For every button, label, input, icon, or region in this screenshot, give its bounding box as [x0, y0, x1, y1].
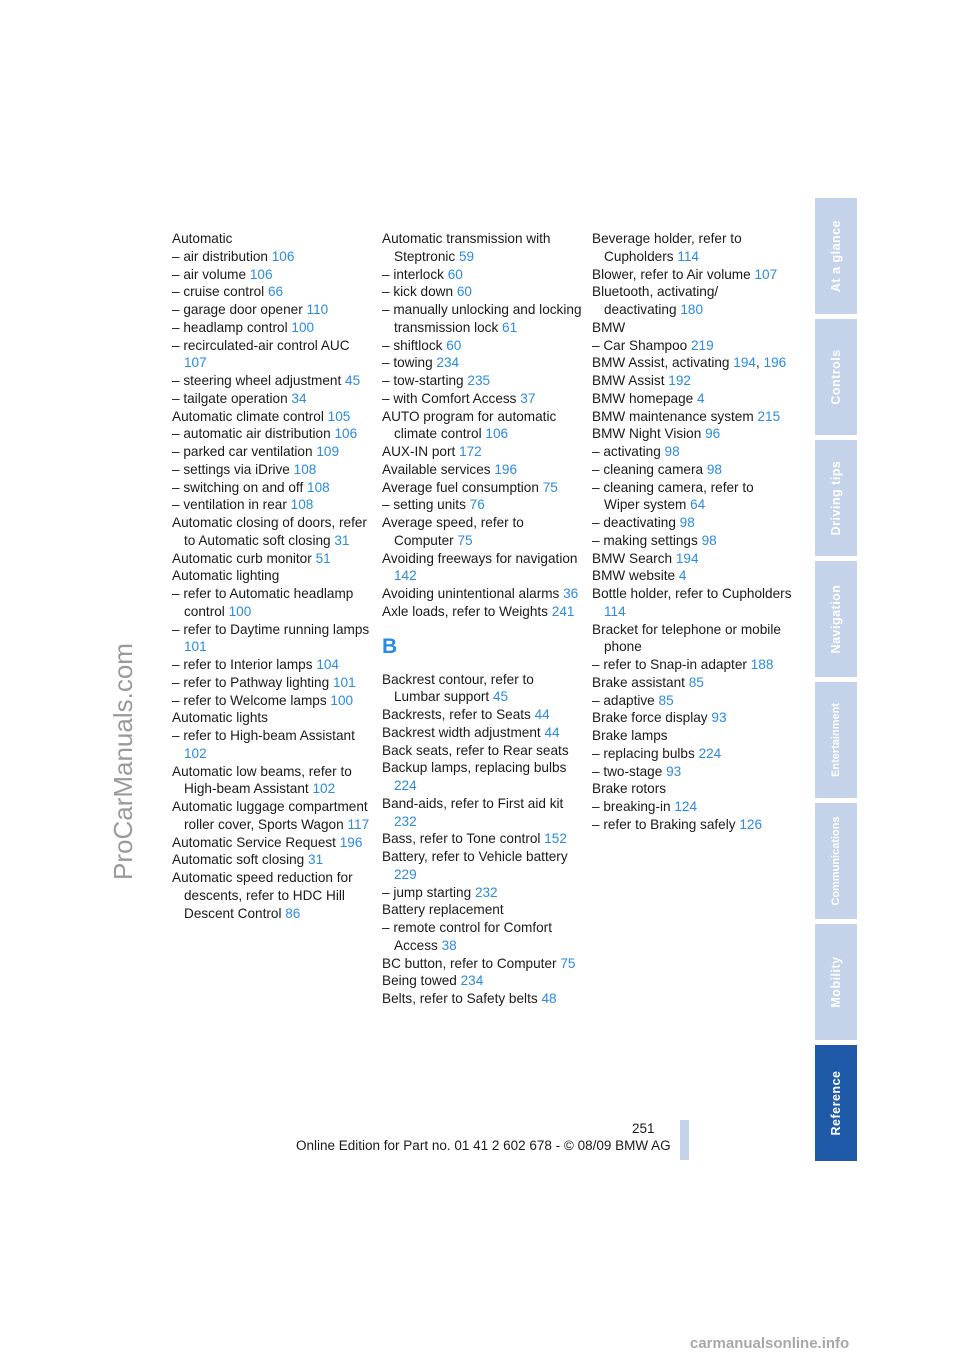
index-entry	[592, 727, 792, 745]
index-entry-text: Bass, refer to Tone control	[382, 831, 541, 847]
index-entry	[382, 759, 582, 795]
index-entry	[382, 603, 582, 621]
index-entry	[592, 567, 792, 585]
index-entry-text: – air volume	[172, 266, 247, 282]
index-entry	[592, 230, 792, 266]
index-entry	[172, 248, 372, 266]
page-reference-link[interactable]: 215	[757, 408, 781, 424]
page-reference-link[interactable]: 108	[307, 479, 330, 495]
index-entry	[382, 742, 582, 760]
page-reference-link[interactable]: 60	[447, 266, 463, 282]
index-entry	[382, 550, 582, 586]
index-entry-text: – kick down	[382, 284, 454, 300]
index-entry-text: Automatic Service Request	[172, 834, 336, 850]
index-entry-text: – refer to Snap-in adapter	[592, 657, 747, 672]
index-entry-text: Automatic speed reduction for descents, refer to HDC Hill Descent Control	[172, 870, 353, 921]
index-entry	[172, 390, 372, 408]
index-entry-text: Blower, refer to Air volume	[592, 266, 751, 282]
page-reference-link[interactable]: 241	[551, 603, 575, 619]
index-entry-text: BMW	[592, 319, 626, 335]
index-entry	[172, 301, 372, 319]
bottom-watermark: carmanualsonline.info	[690, 1335, 850, 1352]
index-entry	[592, 337, 792, 355]
index-entry	[382, 671, 582, 707]
index-entry-text: – refer to Pathway lighting	[172, 674, 330, 690]
index-entry	[382, 972, 582, 990]
index-entry-text: – garage door opener	[172, 302, 303, 317]
index-entry	[172, 727, 372, 763]
index-entry	[172, 567, 372, 585]
index-entry	[382, 301, 582, 337]
index-entry-text: – breaking-in	[592, 799, 671, 814]
index-entry	[382, 901, 582, 919]
index-entry	[172, 798, 372, 834]
index-entry	[172, 763, 372, 799]
page-reference-link[interactable]: 75	[542, 479, 558, 495]
index-entry	[592, 816, 792, 834]
index-entry-text: Available services	[382, 461, 491, 477]
index-entry-text: Brake assistant	[592, 674, 685, 690]
index-entry	[172, 408, 372, 426]
index-entry	[172, 266, 372, 284]
section-tabs	[815, 198, 857, 1166]
index-entry-text: AUTO program for automatic climate control	[382, 408, 557, 442]
tab-label: Mobility	[829, 956, 843, 1008]
index-entry	[172, 443, 372, 461]
index-entry	[172, 514, 372, 550]
page-reference-link[interactable]: 101	[184, 639, 207, 655]
page-reference-link[interactable]: 98	[701, 532, 717, 548]
index-entry-text: – refer to Braking safely	[592, 816, 736, 832]
page-reference-link[interactable]: 114	[604, 603, 626, 619]
page-reference-link[interactable]: 124	[674, 799, 698, 814]
index-entry-text: Battery replacement	[382, 902, 504, 918]
page-reference-link[interactable]: 101	[332, 674, 356, 690]
page-reference-link[interactable]: 61	[502, 319, 518, 335]
index-entry-text: BMW maintenance system	[592, 408, 754, 424]
page-reference-link[interactable]: 102	[312, 781, 336, 797]
page-reference-link[interactable]: 31	[334, 532, 350, 548]
index-entry-text: – refer to Interior lamps	[172, 657, 313, 672]
index-entry-text: – switching on and off	[172, 479, 304, 495]
index-entry-text: BC button, refer to Computer	[382, 955, 557, 971]
page-reference-link[interactable]: 114	[677, 248, 699, 264]
page-reference-link[interactable]: 75	[560, 955, 576, 971]
page-reference-link[interactable]: 106	[271, 248, 295, 264]
page-number: 251	[632, 1121, 655, 1136]
index-entry	[382, 443, 582, 461]
index-entry	[172, 585, 372, 621]
index-entry-text: – steering wheel adjustment	[172, 373, 342, 388]
index-entry	[382, 990, 582, 1008]
tab-label: Navigation	[829, 584, 843, 654]
index-entry-text: Automatic low beams, refer to High-beam Assistant	[172, 763, 352, 797]
index-entry	[382, 461, 582, 479]
page-reference-link[interactable]: 109	[316, 444, 340, 459]
page-reference-link[interactable]: 142	[394, 568, 417, 584]
index-entry-text: – replacing bulbs	[592, 745, 695, 761]
page-reference-link[interactable]: 235	[467, 373, 491, 388]
index-entry-text: Axle loads, refer to Weights	[382, 603, 548, 619]
page-reference-link[interactable]: 196	[494, 461, 518, 477]
index-entry	[382, 884, 582, 902]
page-reference-link[interactable]: 98	[706, 461, 722, 477]
tab-label: Reference	[829, 1070, 843, 1136]
index-letter-heading: B	[382, 634, 398, 658]
index-entry	[382, 955, 582, 973]
tab-label: Entertainment	[830, 703, 842, 777]
index-entry	[592, 461, 792, 479]
page-reference-link[interactable]: 36	[563, 586, 579, 601]
index-entry	[382, 337, 582, 355]
index-entry-text: Automatic soft closing	[172, 852, 305, 868]
index-entry	[382, 372, 582, 390]
index-entry-text: BMW Night Vision	[592, 426, 702, 442]
index-entry-text: – adaptive	[592, 692, 655, 708]
index-entry	[592, 692, 792, 710]
page-reference-link[interactable]: 44	[534, 707, 550, 722]
page-reference-link[interactable]: 45	[345, 373, 361, 388]
index-entry	[382, 919, 582, 955]
index-entry-text: – making settings	[592, 532, 698, 548]
page-reference-link[interactable]: 85	[688, 674, 704, 690]
index-entry	[172, 656, 372, 674]
index-entry-text: – refer to Daytime running lamps	[172, 621, 370, 637]
index-entry-text: – tailgate operation	[172, 390, 288, 406]
page-reference-link[interactable]: 51	[315, 550, 331, 566]
page-reference-link[interactable]: 96	[705, 426, 721, 442]
tab-at-a-glance[interactable]	[815, 198, 857, 314]
index-entry-text: Average speed, refer to Computer	[382, 515, 524, 548]
page-reference-link[interactable]: 60	[446, 337, 462, 353]
page-reference-link[interactable]: 117	[347, 816, 370, 832]
index-entry	[592, 425, 792, 443]
index-entry	[382, 724, 582, 742]
index-entry-text: Bottle holder, refer to Cupholders	[592, 586, 792, 601]
index-entry	[172, 692, 372, 710]
page-reference-link[interactable]: 180	[680, 302, 704, 317]
index-entry-text: – remote control for Comfort Access	[382, 920, 552, 953]
index-entry	[172, 479, 372, 497]
index-entry-text: Bracket for telephone or mobile phone	[592, 621, 781, 655]
index-entry-text: Backrests, refer to Seats	[382, 707, 531, 722]
index-entry-text: Avoiding freeways for navigation	[382, 550, 578, 566]
index-entry-text: Backrest contour, refer to Lumbar support	[382, 671, 534, 705]
index-entry-text: – towing	[382, 355, 433, 371]
index-entry-text: Backup lamps, replacing bulbs	[382, 760, 567, 776]
index-entry	[172, 869, 372, 922]
index-entry-text: Brake force display	[592, 710, 708, 726]
tab-communications[interactable]	[815, 803, 857, 919]
index-entry	[172, 496, 372, 514]
index-entry	[592, 372, 792, 390]
index-entry	[172, 709, 372, 727]
index-entry	[172, 674, 372, 692]
index-entry-text: Avoiding unintentional alarms	[382, 586, 560, 601]
index-entry-text: Backrest width adjustment	[382, 724, 541, 740]
index-entry	[592, 709, 792, 727]
index-entry	[172, 461, 372, 479]
index-entry-text: Brake lamps	[592, 728, 668, 743]
page-reference-link[interactable]: 34	[291, 390, 307, 406]
index-entry-text: Automatic luggage compartment roller cover, Sports Wagon	[172, 799, 368, 832]
index-entry	[592, 266, 792, 284]
index-entry	[592, 283, 792, 319]
page-reference-link[interactable]: 4	[697, 390, 705, 406]
index-entry	[172, 283, 372, 301]
tab-label: Controls	[829, 349, 843, 405]
page-reference-link[interactable]: 232	[474, 884, 498, 900]
index-column-2	[382, 230, 582, 1008]
index-entry	[382, 390, 582, 408]
index-entry	[592, 408, 792, 426]
page-reference-link[interactable]: 126	[739, 816, 763, 832]
index-entry-text: Automatic curb monitor	[172, 550, 312, 566]
index-entry-text: BMW Assist	[592, 373, 665, 388]
page-reference-link[interactable]: 192	[668, 373, 691, 388]
index-entry-text: – interlock	[382, 266, 444, 282]
page-reference-link[interactable]: 100	[330, 692, 354, 708]
page-reference-link[interactable]: 93	[711, 710, 727, 726]
page-reference-link[interactable]: 37	[520, 390, 536, 406]
page-reference-link[interactable]: 219	[691, 337, 714, 353]
index-entry	[592, 780, 792, 798]
index-entry-text: Automatic climate control	[172, 408, 324, 424]
index-entry	[382, 848, 582, 884]
index-entry	[172, 834, 372, 852]
page-reference-link[interactable]: 104	[316, 657, 339, 672]
index-entry-text: Bluetooth, activating/ deactivating	[592, 284, 719, 317]
index-entry-text: – activating	[592, 444, 661, 459]
page-reference-link[interactable]: 31	[308, 852, 324, 868]
index-entry	[382, 706, 582, 724]
page-reference-link[interactable]: 98	[679, 515, 695, 530]
index-entry-text: Brake rotors	[592, 781, 667, 797]
page-reference-link[interactable]: 102	[184, 745, 207, 761]
index-entry-text: BMW website	[592, 568, 676, 584]
index-entry-text: Beverage holder, refer to Cupholders	[592, 231, 742, 264]
page-reference-link[interactable]: 107	[754, 266, 778, 282]
index-entry	[172, 851, 372, 869]
index-entry	[592, 763, 792, 781]
tab-reference[interactable]	[815, 1045, 857, 1161]
index-entry-text: – manually unlocking and locking transmission lock	[382, 302, 582, 335]
tab-label: Driving tips	[829, 460, 843, 536]
index-entry	[592, 443, 792, 461]
tab-navigation[interactable]	[815, 561, 857, 677]
page-reference-link[interactable]: 172	[459, 444, 482, 459]
index-entry-text: Automatic transmission with Steptronic	[382, 231, 551, 264]
index-entry-text: – parked car ventilation	[172, 444, 313, 459]
index-entry	[382, 354, 582, 372]
page-reference-link[interactable]: 64	[690, 497, 706, 513]
footer-text: Online Edition for Part no. 01 41 2 602 678 - © 08/09 BMW AG	[296, 1138, 671, 1153]
index-column-1	[172, 230, 372, 922]
index-entry: BMW Assist, activating 194, 196	[592, 355, 787, 371]
index-entry-text: – cruise control	[172, 284, 265, 300]
index-entry-text: – settings via iDrive	[172, 461, 290, 477]
page-number-bar	[680, 1120, 689, 1160]
index-entry	[382, 795, 582, 831]
page-reference-link[interactable]: 196	[339, 834, 363, 850]
index-entry	[592, 514, 792, 532]
index-entry-text: Battery, refer to Vehicle battery	[382, 849, 568, 864]
page-reference-link[interactable]: 93	[666, 763, 682, 779]
index-entry	[172, 425, 372, 443]
page-reference-link[interactable]: 229	[394, 866, 417, 882]
index-entry	[592, 798, 792, 816]
index-entry-text: – refer to Automatic headlamp control	[172, 586, 354, 619]
index-column-3	[592, 230, 792, 834]
index-entry-text: Being towed	[382, 973, 457, 989]
page-reference-link[interactable]: 106	[249, 266, 273, 282]
page-reference-link[interactable]: 66	[267, 284, 284, 300]
index-entry-text: – shiftlock	[382, 337, 443, 353]
page-reference-link[interactable]: 100	[291, 319, 315, 335]
index-entry	[382, 408, 582, 444]
page-reference-link[interactable]: 76	[469, 497, 485, 513]
page-reference-link[interactable]: 48	[541, 991, 557, 1006]
index-entry	[592, 585, 792, 621]
page-reference-link[interactable]: 188	[750, 657, 774, 672]
index-entry-text: – jump starting	[382, 884, 472, 900]
index-entry	[382, 266, 582, 284]
index-entry	[172, 372, 372, 390]
index-entry	[592, 621, 792, 657]
index-entry-text: – two-stage	[592, 763, 663, 779]
index-entry	[592, 674, 792, 692]
index-entry	[172, 550, 372, 568]
page-reference-link[interactable]: 108	[290, 497, 314, 513]
index-entry-text: – recirculated-air control AUC	[172, 337, 350, 353]
page-reference-link[interactable]: 75	[457, 532, 473, 548]
page-reference-link[interactable]: 86	[285, 905, 301, 921]
index-entry	[592, 532, 792, 550]
page-reference-link[interactable]: 107	[184, 355, 207, 371]
page-reference-link[interactable]: 110	[306, 302, 329, 317]
index-entry-text: Automatic lights	[172, 710, 268, 726]
side-watermark: ProCarManuals.com	[108, 643, 138, 880]
index-entry-text: – refer to Welcome lamps	[172, 692, 327, 708]
index-entry-text: Band-aids, refer to First aid kit	[382, 795, 564, 811]
tab-entertainment[interactable]	[815, 682, 857, 798]
index-entry	[172, 621, 372, 657]
index-entry-text: – Car Shampoo	[592, 337, 688, 353]
tab-label: At a glance	[829, 219, 843, 293]
index-entry	[592, 550, 792, 568]
page-reference-link[interactable]: 59	[459, 248, 475, 264]
index-entry-text: Back seats, refer to Rear seats	[382, 742, 569, 758]
index-entry-text: – air distribution	[172, 248, 268, 264]
page-reference-link[interactable]: 106	[485, 426, 509, 442]
index-entry-text: Automatic closing of doors, refer to Automatic soft closing	[172, 515, 367, 548]
tab-label: Communications	[830, 816, 842, 906]
index-entry-text: AUX-IN port	[382, 444, 456, 459]
page-reference-link[interactable]: 45	[493, 689, 509, 705]
page-reference-link[interactable]: 85	[658, 692, 674, 708]
index-entry-text: BMW Search	[592, 550, 673, 566]
index-entry	[592, 319, 792, 337]
index-entry	[382, 585, 582, 603]
page-reference-link[interactable]: 98	[664, 444, 680, 459]
index-entry	[172, 319, 372, 337]
page-reference-link[interactable]: 234	[460, 973, 484, 989]
tab-mobility[interactable]	[815, 924, 857, 1040]
page-reference-link[interactable]: 224	[698, 745, 722, 761]
index-entry-text: – tow-starting	[382, 373, 464, 388]
index-entry-text: – automatic air distribution	[172, 426, 331, 442]
index-entry-text: Average fuel consumption	[382, 479, 539, 495]
page-reference-link[interactable]: 44	[544, 724, 560, 740]
index-entry-text: – setting units	[382, 497, 466, 513]
page-reference-link[interactable]: 232	[394, 813, 417, 829]
index-entry	[172, 337, 372, 373]
tab-controls[interactable]	[815, 319, 857, 435]
index-entry	[382, 479, 582, 497]
page-reference-link[interactable]: 194	[675, 550, 699, 566]
index-entry	[592, 390, 792, 408]
page-reference-link[interactable]: 234	[436, 355, 460, 371]
index-entry	[382, 514, 582, 550]
index-entry-text: – with Comfort Access	[382, 390, 517, 406]
page-reference-link[interactable]: 152	[544, 831, 567, 847]
page-reference-link[interactable]: 224	[394, 778, 417, 793]
index-entry-text: BMW homepage	[592, 390, 694, 406]
page-reference-link[interactable]: 105	[327, 408, 351, 424]
index-entry-text: – refer to High-beam Assistant	[172, 728, 355, 743]
page-reference-link[interactable]: 196	[763, 355, 787, 371]
page-reference-link[interactable]: 38	[441, 937, 457, 953]
index-entry	[172, 230, 372, 248]
page-reference-link[interactable]: 106	[334, 426, 358, 442]
index-entry	[592, 656, 792, 674]
index-entry-text: – ventilation in rear	[172, 497, 287, 513]
index-entry	[382, 496, 582, 514]
index-entry	[382, 830, 582, 848]
index-entry-text: Belts, refer to Safety belts	[382, 991, 538, 1006]
index-entry-text: Automatic	[172, 231, 233, 246]
index-entry-text: – cleaning camera, refer to Wiper system	[592, 479, 754, 513]
page-reference-link[interactable]: 60	[456, 284, 472, 300]
index-entry-text: – deactivating	[592, 515, 676, 530]
page-reference-link[interactable]: 108	[293, 461, 317, 477]
page-reference-link[interactable]: 194	[733, 355, 756, 371]
index-entry-text: BMW Assist, activating	[592, 355, 730, 371]
index-entry-text: – cleaning camera	[592, 461, 704, 477]
tab-driving-tips[interactable]	[815, 440, 857, 556]
page-reference-link[interactable]: 100	[228, 603, 252, 619]
index-entry-text: Automatic lighting	[172, 568, 280, 584]
index-entry	[382, 283, 582, 301]
page-reference-link[interactable]: 4	[678, 568, 687, 584]
index-entry-text: – headlamp control	[172, 319, 288, 335]
index-entry	[382, 230, 582, 266]
index-entry	[592, 745, 792, 763]
index-entry	[592, 479, 792, 515]
